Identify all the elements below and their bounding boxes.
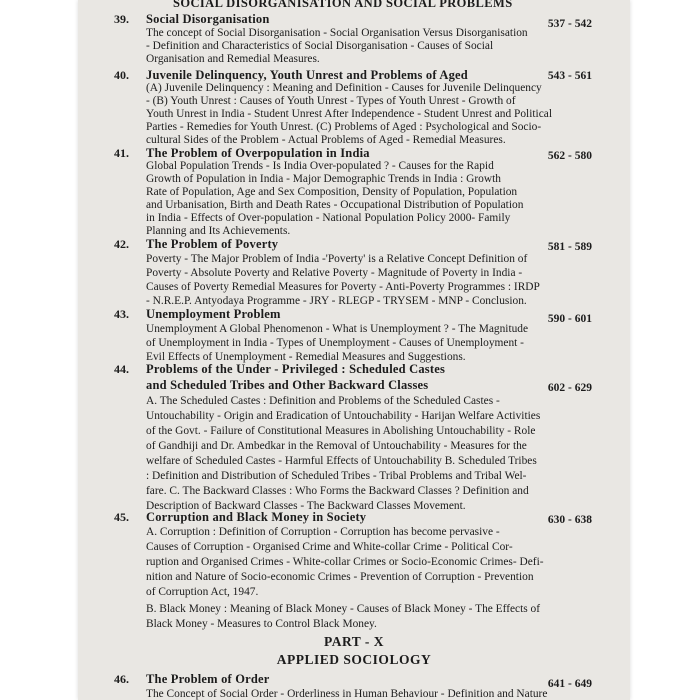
entry-number: 45.	[114, 510, 129, 524]
entry-title: Social Disorganisation	[146, 12, 270, 26]
entry-line: - N.R.E.P. Antyodaya Programme - JRY - RLEGP - TRYSEM - MNP - Conclusion.	[146, 295, 527, 307]
entry-line: A. The Scheduled Castes : Definition and Problems of the Scheduled Castes -	[146, 395, 500, 407]
entry-line: fare. C. The Backward Classes : Who Forms the Backward Classes ? Definition and	[146, 485, 529, 497]
entry-line: Parties - Remedies for Youth Unrest. (C) Problems of Aged : Psychological and Socio-	[146, 121, 542, 133]
entry-title: Corruption and Black Money in Society	[146, 510, 367, 524]
entry-title: The Problem of Order	[146, 672, 270, 686]
entry-line: Youth Unrest in India - Student Unrest After Independence - Student Unrest and Political	[146, 108, 552, 120]
part-subtitle: APPLIED SOCIOLOGY	[276, 652, 432, 667]
entry-line: Poverty - The Major Problem of India -'Poverty' is a Relative Concept Definition of	[146, 253, 528, 265]
entry-title: Unemployment Problem	[146, 307, 281, 321]
entry-line: The Concept of Social Order - Orderliness in Human Behaviour - Definition and Nature	[146, 688, 548, 700]
entry-pages: 590 - 601	[547, 313, 592, 325]
book-page	[78, 0, 630, 700]
entry-line: Causes of Poverty Remedial Measures for Poverty - Anti-Poverty Programmes : IRDP	[146, 281, 540, 293]
entry-line: Description of Backward Classes - The Backward Classes Movement.	[146, 500, 466, 512]
entry-line: ruption and Organised Crimes - White-collar Crimes or Socio-Economic Crimes- Defi-	[146, 556, 544, 568]
entry-line: : Definition and Distribution of Scheduled Tribes - Tribal Problems and Tribal Wel-	[146, 470, 527, 482]
entry-line: - Definition and Characteristics of Social Disorganisation - Causes of Social	[146, 40, 494, 52]
entry-pages: 581 - 589	[547, 241, 592, 253]
entry-number: 41.	[114, 146, 129, 160]
entry-pages: 630 - 638	[547, 514, 592, 526]
entry-line: Planning and Its Achievements.	[146, 225, 291, 237]
entry-line: Unemployment A Global Phenomenon - What is Unemployment ? - The Magnitude	[146, 323, 529, 335]
entry-title-continued: and Scheduled Tribes and Other Backward Classes	[146, 378, 429, 392]
entry-number: 46.	[114, 672, 129, 686]
entry-line: of Unemployment in India - Types of Unemployment - Causes of Unemployment -	[146, 337, 524, 349]
entry-line: A. Corruption : Definition of Corruption - Corruption has become pervasive -	[146, 526, 500, 538]
entry-line: Growth of Population in India - Major Demographic Trends in India : Growth	[146, 173, 501, 185]
entry-line: B. Black Money : Meaning of Black Money - Causes of Black Money - The Effects of	[146, 603, 541, 615]
entry-line: The concept of Social Disorganisation - Social Organisation Versus Disorganisation	[146, 27, 528, 39]
entry-line: Causes of Corruption - Organised Crime and White-collar Crime - Political Cor-	[146, 541, 513, 553]
entry-number: 42.	[114, 237, 129, 251]
entry-title: The Problem of Poverty	[146, 237, 279, 251]
running-header: SOCIAL DISORGANISATION AND SOCIAL PROBLEMS	[173, 0, 513, 10]
entry-line: Untouchability - Origin and Eradication of Untouchability - Harijan Welfare Activities	[146, 410, 541, 422]
entry-line: Global Population Trends - Is India Over-populated ? - Causes for the Rapid	[146, 160, 494, 172]
entry-line: - (B) Youth Unrest : Causes of Youth Unrest - Types of Youth Unrest - Growth of	[146, 95, 516, 107]
entry-number: 39.	[114, 12, 129, 26]
entry-number: 40.	[114, 68, 129, 82]
entry-title: The Problem of Overpopulation in India	[146, 146, 370, 160]
entry-line: Organisation and Remedial Measures.	[146, 53, 320, 65]
entry-pages: 602 - 629	[547, 382, 592, 394]
entry-line: Black Money - Measures to Control Black Money.	[146, 618, 377, 630]
entry-pages: 537 - 542	[547, 18, 592, 30]
entry-title: Problems of the Under - Privileged : Scheduled Castes	[146, 362, 446, 376]
part-label: PART - X	[323, 634, 385, 649]
entry-line: Evil Effects of Unemployment - Remedial Measures and Suggestions.	[146, 351, 466, 363]
entry-pages: 641 - 649	[547, 678, 592, 690]
entry-line: Rate of Population, Age and Sex Composition, Density of Population, Population	[146, 186, 518, 198]
entry-line: nition and Nature of Socio-economic Crimes - Prevention of Corruption - Prevention	[146, 571, 534, 583]
entry-pages: 562 - 580	[547, 150, 592, 162]
entry-line: and Urbanisation, Birth and Death Rates - Occupational Distribution of Population	[146, 199, 524, 211]
entry-number: 43.	[114, 307, 129, 321]
entry-line: welfare of Scheduled Castes - Harmful Effects of Untouchability B. Scheduled Tribes	[146, 455, 537, 467]
entry-line: of Corruption Act, 1947.	[146, 586, 259, 598]
entry-line: of Gandhiji and Dr. Ambedkar in the Removal of Untouchability - Measures for the	[146, 440, 527, 452]
entry-number: 44.	[114, 362, 129, 376]
entry-line: of the Govt. - Failure of Constitutional Measures in Abolishing Untouchability - Role	[146, 425, 536, 437]
entry-line: Poverty - Absolute Poverty and Relative Poverty - Magnitude of Poverty in India -	[146, 267, 523, 279]
entry-line: in India - Effects of Over-population - National Population Policy 2000- Family	[146, 212, 511, 224]
entry-line: (A) Juvenile Delinquency : Meaning and Definition - Causes for Juvenile Delinquency	[146, 82, 542, 94]
entry-line: cultural Sides of the Problem - Actual Problems of Aged - Remedial Measures.	[146, 134, 506, 146]
entry-title: Juvenile Delinquency, Youth Unrest and Problems of Aged	[146, 68, 468, 82]
entry-pages: 543 - 561	[547, 70, 592, 82]
